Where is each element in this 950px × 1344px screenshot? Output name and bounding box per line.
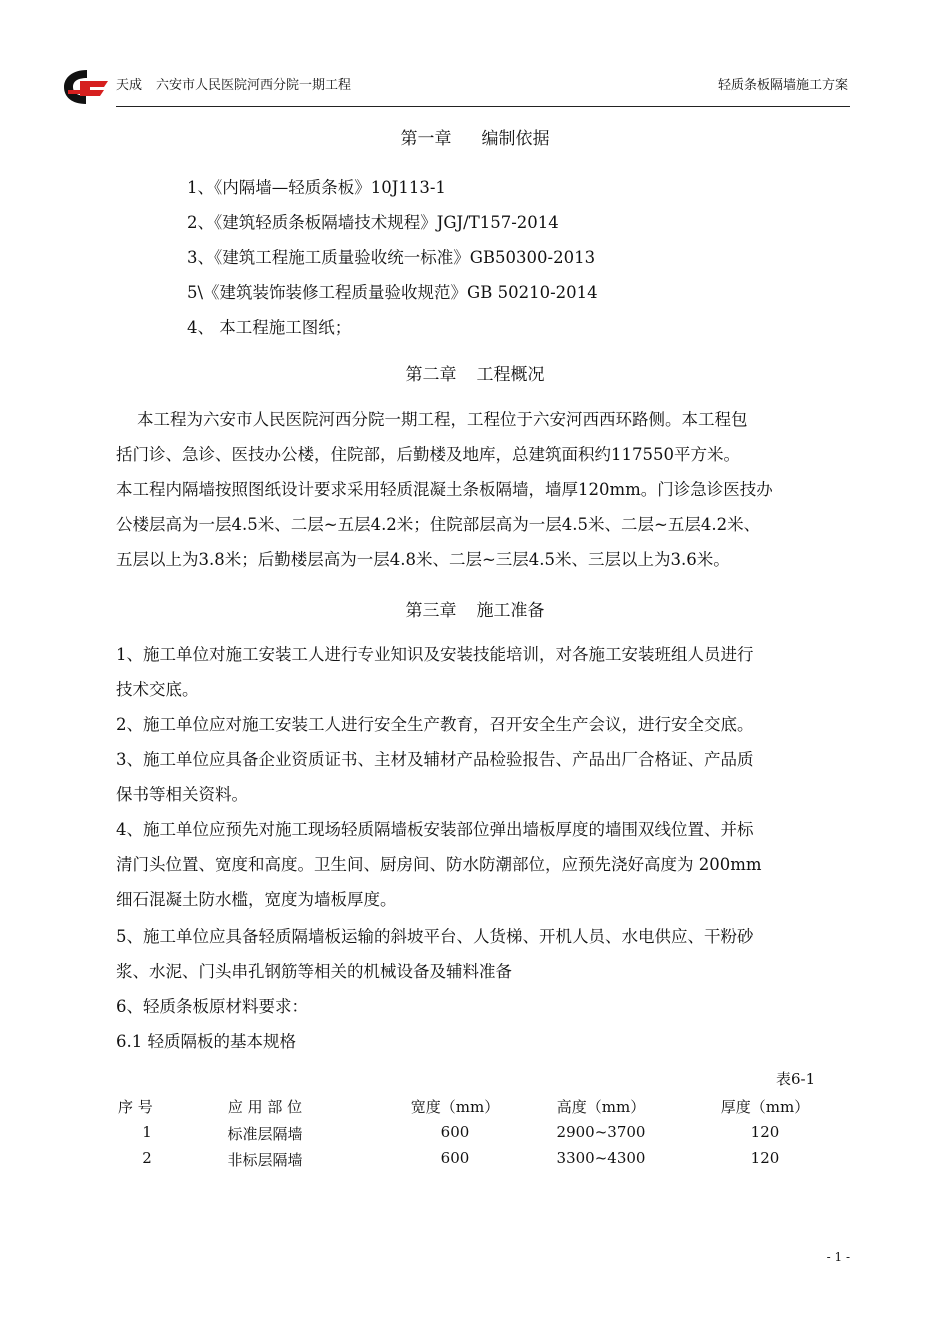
page-number: - 1 - (826, 1250, 850, 1264)
table-header-cell: 序 号 (118, 1098, 153, 1116)
chapter-2-title: 工程概况 (476, 365, 545, 385)
prep-line: 保书等相关资料。 (116, 785, 248, 804)
table-cell: 120 (750, 1123, 780, 1141)
chapter-2-number: 第二章 (405, 365, 457, 385)
prep-line: 浆、水泥、门头串孔钢筋等相关的机械设备及辅料准备 (116, 962, 512, 981)
table-header-cell: 高度（mm） (556, 1098, 646, 1116)
table-cell: 非标层隔墙 (227, 1151, 303, 1169)
table-row (0, 1149, 950, 1171)
table-header-cell: 宽度（mm） (410, 1098, 500, 1116)
table-cell: 2 (142, 1149, 152, 1167)
table-cell: 120 (750, 1149, 780, 1167)
overview-line: 本工程为六安市人民医院河西分院一期工程，工程位于六安河西西环路侧。本工程包 (116, 410, 748, 429)
overview-line: 五层以上为3.8米；后勤楼层高为一层4.8米、二层~三层4.5米、三层以上为3.6米。 (116, 550, 730, 569)
table-cell: 1 (142, 1123, 152, 1141)
table-header-row (0, 1096, 950, 1118)
header-project: 六安市人民医院河西分院一期工程 (156, 78, 352, 93)
prep-line: 细石混凝土防水槛，宽度为墙板厚度。 (116, 890, 397, 909)
chapter-1-number: 第一章 (400, 129, 452, 149)
overview-line: 本工程内隔墙按照图纸设计要求采用轻质混凝土条板隔墙，墙厚120mm。门诊急诊医技办 (116, 480, 773, 499)
prep-line: 1、施工单位对施工安装工人进行专业知识及安装技能培训，对各施工安装班组人员进行 (116, 645, 754, 664)
header-rule (116, 106, 850, 107)
prep-line: 2、施工单位应对施工安装工人进行安全生产教育，召开安全生产会议，进行安全交底。 (116, 715, 754, 734)
chapter-2-heading (0, 360, 950, 385)
header-company: 天成 (116, 78, 143, 93)
reference-item: 2、《建筑轻质条板隔墙技术规程》JGJ/T157-2014 (187, 213, 559, 232)
table-header-cell: 应 用 部 位 (227, 1098, 303, 1116)
chapter-3-number: 第三章 (405, 601, 457, 621)
table-header-cell: 厚度（mm） (720, 1098, 810, 1116)
overview-line: 公楼层高为一层4.5米、二层~五层4.2米；住院部层高为一层4.5米、二层~五层4.2米、 (116, 515, 761, 534)
prep-line: 4、施工单位应预先对施工现场轻质隔墙板安装部位弹出墙板厚度的墙围双线位置、并标 (116, 820, 754, 839)
overview-line: 括门诊、急诊、医技办公楼，住院部，后勤楼及地库，总建筑面积约117550平方米。 (116, 445, 740, 464)
prep-line: 6、轻质条板原材料要求： (116, 997, 308, 1016)
table-cell: 标准层隔墙 (227, 1125, 303, 1143)
prep-line: 清门头位置、宽度和高度。卫生间、厨房间、防水防潮部位，应预先浇好高度为 200mm (116, 855, 762, 874)
table-row (0, 1123, 950, 1145)
chapter-3-heading (0, 596, 950, 621)
chapter-3-title: 施工准备 (476, 601, 545, 621)
reference-item: 3、《建筑工程施工质量验收统一标准》GB50300-2013 (187, 248, 596, 267)
company-logo (60, 66, 110, 108)
chapter-1-heading (0, 124, 950, 149)
prep-line: 技术交底。 (116, 680, 199, 699)
prep-line: 5、施工单位应具备轻质隔墙板运输的斜坡平台、人货梯、开机人员、水电供应、干粉砂 (116, 927, 754, 946)
prep-line: 3、施工单位应具备企业资质证书、主材及辅材产品检验报告、产品出厂合格证、产品质 (116, 750, 754, 769)
table-caption: 表6-1 (776, 1070, 816, 1088)
prep-line: 6.1 轻质隔板的基本规格 (116, 1032, 296, 1051)
header-doc-title: 轻质条板隔墙施工方案 (717, 78, 848, 93)
table-cell: 600 (440, 1149, 470, 1167)
table-cell: 600 (440, 1123, 470, 1141)
page-header (60, 62, 850, 110)
reference-item: 5\《建筑装饰装修工程质量验收规范》GB 50210-2014 (187, 283, 598, 302)
chapter-1-title: 编制依据 (481, 129, 550, 149)
header-left (116, 74, 365, 93)
reference-item: 1、《内隔墙—轻质条板》10J113-1 (187, 178, 446, 197)
table-cell: 2900~3700 (556, 1123, 646, 1141)
reference-item: 4、 本工程施工图纸； (187, 318, 352, 337)
table-cell: 3300~4300 (556, 1149, 646, 1167)
